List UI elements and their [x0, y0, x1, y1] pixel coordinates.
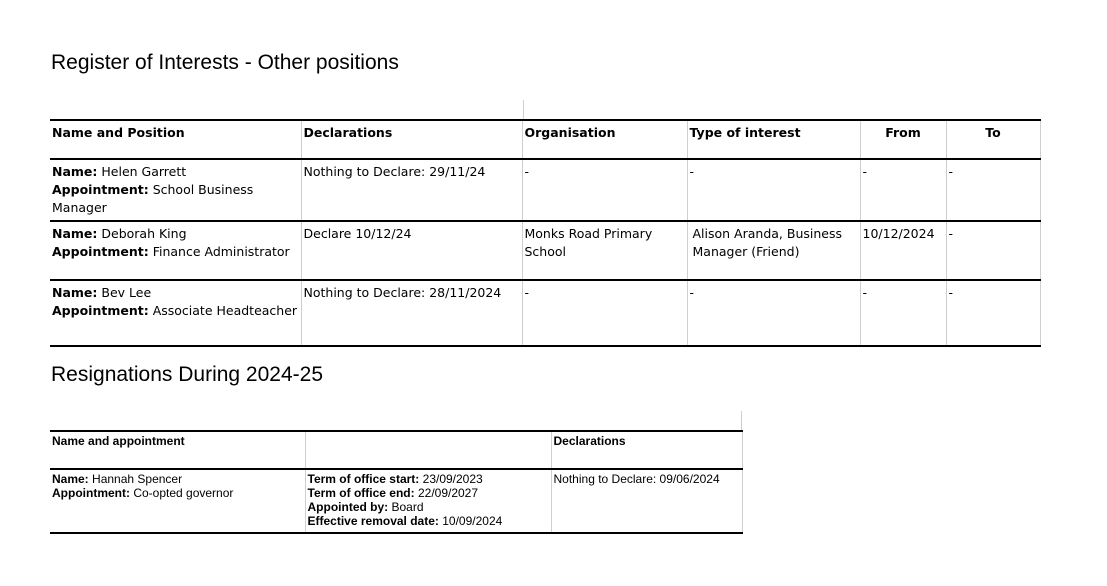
person-appointment: Finance Administrator — [152, 244, 290, 259]
resignations-title: Resignations During 2024-25 — [51, 363, 324, 386]
type-cell: Alison Aranda, Business Manager (Friend) — [687, 221, 860, 280]
person-name: Bev Lee — [101, 285, 152, 300]
name-position-cell — [50, 280, 301, 346]
appointed-by-label: Appointed by: — [307, 500, 389, 514]
declaration-cell: Nothing to Declare: 28/11/2024 — [301, 280, 522, 346]
term-end-value: 22/09/2027 — [417, 486, 479, 500]
name-position-cell — [50, 221, 301, 280]
name-label: Name: — [52, 226, 98, 241]
name-label: Name: — [52, 472, 89, 486]
from-cell: 10/12/2024 — [860, 221, 946, 280]
header-declarations: Declarations — [301, 120, 522, 159]
term-details-cell — [305, 469, 551, 533]
header-to: To — [946, 120, 1040, 159]
name-label: Name: — [52, 164, 98, 179]
person-name: Hannah Spencer — [92, 472, 183, 486]
declaration-cell: Declare 10/12/24 — [301, 221, 522, 280]
person-appointment: School Business Manager — [52, 182, 254, 215]
header-declarations: Declarations — [551, 431, 742, 469]
table-header-row — [50, 431, 742, 469]
declaration-cell: Nothing to Declare: 29/11/24 — [301, 159, 522, 221]
person-name: Deborah King — [101, 226, 187, 241]
person-appointment: Associate Headteacher — [152, 303, 298, 318]
table-row — [50, 469, 742, 533]
header-name-position: Name and Position — [50, 120, 301, 159]
header-type-of-interest: Type of interest — [687, 120, 860, 159]
table-row — [50, 159, 1040, 221]
column-guide — [741, 411, 742, 430]
appointment-label: Appointment: — [52, 486, 130, 500]
table-header-row — [50, 120, 1040, 159]
appointment-label: Appointment: — [52, 244, 149, 259]
appointment-label: Appointment: — [52, 182, 149, 197]
term-end-label: Term of office end: — [307, 486, 415, 500]
type-cell: - — [687, 280, 860, 346]
appointment-label: Appointment: — [52, 303, 149, 318]
to-cell: - — [946, 280, 1040, 346]
removal-date-value: 10/09/2024 — [442, 514, 503, 528]
term-start-value: 23/09/2023 — [422, 472, 483, 486]
column-guide — [523, 100, 524, 119]
appointed-by-value: Board — [391, 500, 424, 514]
name-label: Name: — [52, 285, 98, 300]
person-appointment: Co-opted governor — [133, 486, 234, 500]
header-organisation: Organisation — [522, 120, 687, 159]
interests-table — [50, 119, 1041, 347]
organisation-cell: - — [522, 280, 687, 346]
declaration-cell: Nothing to Declare: 09/06/2024 — [551, 469, 742, 533]
person-name: Helen Garrett — [101, 164, 187, 179]
name-appointment-cell — [50, 469, 305, 533]
from-cell: - — [860, 280, 946, 346]
removal-date-label: Effective removal date: — [307, 514, 439, 528]
resignations-table — [50, 430, 743, 534]
term-start-label: Term of office start: — [307, 472, 420, 486]
type-cell: - — [687, 159, 860, 221]
name-position-cell — [50, 159, 301, 221]
table-row — [50, 221, 1040, 280]
page-title: Register of Interests - Other positions — [51, 51, 399, 74]
to-cell: - — [946, 221, 1040, 280]
table-row — [50, 280, 1040, 346]
organisation-cell: - — [522, 159, 687, 221]
header-from: From — [860, 120, 946, 159]
organisation-cell: Monks Road Primary School — [522, 221, 687, 280]
from-cell: - — [860, 159, 946, 221]
to-cell: - — [946, 159, 1040, 221]
header-name-appointment: Name and appointment — [50, 431, 305, 469]
header-term-details — [305, 431, 551, 469]
